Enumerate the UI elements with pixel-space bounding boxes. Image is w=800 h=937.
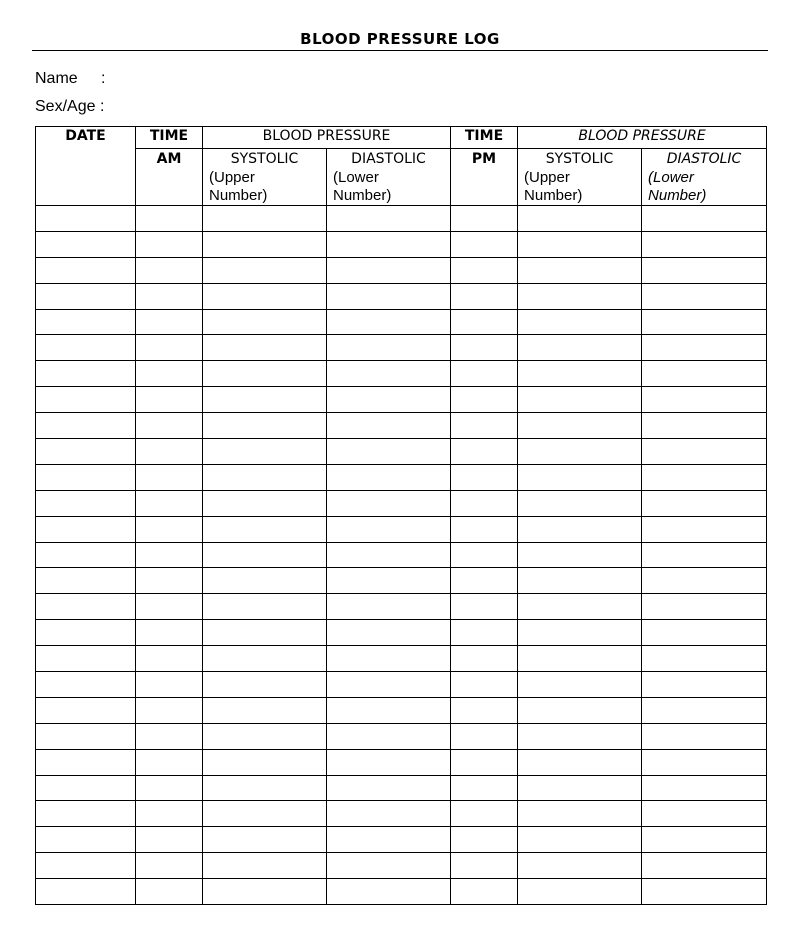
cell-diastolic-am[interactable] <box>327 853 451 879</box>
table-row <box>36 516 767 542</box>
cell-diastolic-pm[interactable] <box>642 464 767 490</box>
cell-time-am[interactable] <box>136 568 203 594</box>
cell-systolic-pm[interactable] <box>518 309 642 335</box>
cell-time-am[interactable] <box>136 257 203 283</box>
cell-time-pm[interactable] <box>451 568 518 594</box>
cell-systolic-am[interactable] <box>203 646 327 672</box>
cell-time-pm[interactable] <box>451 723 518 749</box>
cell-systolic-pm[interactable] <box>518 335 642 361</box>
cell-time-pm[interactable] <box>451 801 518 827</box>
cell-systolic-pm[interactable] <box>518 775 642 801</box>
cell-date[interactable] <box>36 775 136 801</box>
name-field[interactable] <box>35 70 106 88</box>
table-row <box>36 723 767 749</box>
cell-diastolic-am[interactable] <box>327 723 451 749</box>
cell-date[interactable] <box>36 646 136 672</box>
cell-time-am[interactable] <box>136 827 203 853</box>
cell-diastolic-pm[interactable] <box>642 490 767 516</box>
cell-time-pm[interactable] <box>451 464 518 490</box>
cell-systolic-am[interactable] <box>203 464 327 490</box>
table-row <box>36 749 767 775</box>
cell-date[interactable] <box>36 594 136 620</box>
cell-diastolic-am[interactable] <box>327 775 451 801</box>
header-diastolic-am: DIASTOLIC (Lower Number) <box>327 149 451 206</box>
table-row <box>36 335 767 361</box>
cell-systolic-pm[interactable] <box>518 413 642 439</box>
cell-systolic-pm[interactable] <box>518 723 642 749</box>
cell-time-pm[interactable] <box>451 697 518 723</box>
cell-diastolic-am[interactable] <box>327 594 451 620</box>
cell-systolic-pm[interactable] <box>518 387 642 413</box>
cell-systolic-am[interactable] <box>203 335 327 361</box>
cell-time-pm[interactable] <box>451 853 518 879</box>
cell-time-am[interactable] <box>136 231 203 257</box>
cell-systolic-am[interactable] <box>203 749 327 775</box>
cell-diastolic-am[interactable] <box>327 387 451 413</box>
cell-diastolic-am[interactable] <box>327 257 451 283</box>
cell-systolic-pm[interactable] <box>518 697 642 723</box>
cell-diastolic-am[interactable] <box>327 801 451 827</box>
cell-time-am[interactable] <box>136 464 203 490</box>
table-row <box>36 387 767 413</box>
header-diastolic-pm: DIASTOLIC (Lower Number) <box>642 149 767 206</box>
cell-time-am[interactable] <box>136 775 203 801</box>
cell-systolic-am[interactable] <box>203 231 327 257</box>
cell-time-am[interactable] <box>136 620 203 646</box>
cell-date[interactable] <box>36 827 136 853</box>
cell-date[interactable] <box>36 206 136 232</box>
cell-diastolic-pm[interactable] <box>642 413 767 439</box>
cell-diastolic-am[interactable] <box>327 879 451 905</box>
cell-diastolic-pm[interactable] <box>642 568 767 594</box>
cell-systolic-am[interactable] <box>203 801 327 827</box>
cell-date[interactable] <box>36 801 136 827</box>
cell-systolic-am[interactable] <box>203 827 327 853</box>
cell-time-pm[interactable] <box>451 542 518 568</box>
cell-diastolic-am[interactable] <box>327 439 451 465</box>
cell-date[interactable] <box>36 387 136 413</box>
cell-systolic-pm[interactable] <box>518 568 642 594</box>
cell-systolic-am[interactable] <box>203 723 327 749</box>
cell-systolic-pm[interactable] <box>518 594 642 620</box>
table-row <box>36 257 767 283</box>
cell-diastolic-pm[interactable] <box>642 335 767 361</box>
cell-systolic-pm[interactable] <box>518 516 642 542</box>
cell-time-am[interactable] <box>136 335 203 361</box>
cell-systolic-am[interactable] <box>203 257 327 283</box>
title-rule <box>32 50 768 51</box>
table-row <box>36 361 767 387</box>
cell-time-pm[interactable] <box>451 775 518 801</box>
sex-age-colon: : <box>100 98 105 115</box>
header-blood-pressure-am: BLOOD PRESSURE <box>203 127 451 149</box>
cell-systolic-pm[interactable] <box>518 827 642 853</box>
cell-diastolic-pm[interactable] <box>642 749 767 775</box>
cell-diastolic-am[interactable] <box>327 490 451 516</box>
cell-diastolic-am[interactable] <box>327 464 451 490</box>
cell-date[interactable] <box>36 853 136 879</box>
header-blood-pressure-pm: BLOOD PRESSURE <box>518 127 767 149</box>
cell-time-am[interactable] <box>136 646 203 672</box>
table-row <box>36 413 767 439</box>
cell-systolic-pm[interactable] <box>518 206 642 232</box>
cell-date[interactable] <box>36 542 136 568</box>
cell-diastolic-am[interactable] <box>327 361 451 387</box>
cell-time-pm[interactable] <box>451 361 518 387</box>
cell-diastolic-am[interactable] <box>327 413 451 439</box>
cell-diastolic-pm[interactable] <box>642 206 767 232</box>
table-row <box>36 594 767 620</box>
cell-time-pm[interactable] <box>451 620 518 646</box>
cell-date[interactable] <box>36 257 136 283</box>
cell-diastolic-am[interactable] <box>327 568 451 594</box>
cell-time-pm[interactable] <box>451 594 518 620</box>
cell-systolic-am[interactable] <box>203 775 327 801</box>
cell-date[interactable] <box>36 568 136 594</box>
cell-time-am[interactable] <box>136 516 203 542</box>
table-row <box>36 231 767 257</box>
cell-date[interactable] <box>36 697 136 723</box>
cell-systolic-am[interactable] <box>203 439 327 465</box>
cell-systolic-am[interactable] <box>203 672 327 698</box>
cell-diastolic-pm[interactable] <box>642 697 767 723</box>
cell-time-am[interactable] <box>136 387 203 413</box>
table-row <box>36 309 767 335</box>
cell-time-am[interactable] <box>136 361 203 387</box>
table-row <box>36 697 767 723</box>
cell-time-pm[interactable] <box>451 387 518 413</box>
sex-age-field[interactable] <box>35 98 105 116</box>
header-systolic-pm: SYSTOLIC (Upper Number) <box>518 149 642 206</box>
cell-systolic-am[interactable] <box>203 283 327 309</box>
cell-diastolic-am[interactable] <box>327 335 451 361</box>
table-row <box>36 801 767 827</box>
cell-time-am[interactable] <box>136 672 203 698</box>
cell-date[interactable] <box>36 464 136 490</box>
cell-date[interactable] <box>36 620 136 646</box>
cell-date[interactable] <box>36 283 136 309</box>
cell-time-pm[interactable] <box>451 283 518 309</box>
cell-diastolic-pm[interactable] <box>642 361 767 387</box>
cell-systolic-am[interactable] <box>203 568 327 594</box>
cell-time-am[interactable] <box>136 853 203 879</box>
cell-systolic-am[interactable] <box>203 361 327 387</box>
table-row <box>36 490 767 516</box>
cell-diastolic-pm[interactable] <box>642 672 767 698</box>
cell-systolic-pm[interactable] <box>518 620 642 646</box>
cell-diastolic-pm[interactable] <box>642 439 767 465</box>
cell-date[interactable] <box>36 413 136 439</box>
table-row <box>36 775 767 801</box>
blood-pressure-table <box>35 126 767 905</box>
cell-time-am[interactable] <box>136 206 203 232</box>
cell-diastolic-pm[interactable] <box>642 853 767 879</box>
cell-systolic-pm[interactable] <box>518 542 642 568</box>
cell-diastolic-am[interactable] <box>327 206 451 232</box>
cell-systolic-pm[interactable] <box>518 749 642 775</box>
cell-time-am[interactable] <box>136 723 203 749</box>
cell-diastolic-pm[interactable] <box>642 646 767 672</box>
cell-diastolic-pm[interactable] <box>642 387 767 413</box>
cell-diastolic-pm[interactable] <box>642 257 767 283</box>
cell-diastolic-pm[interactable] <box>642 516 767 542</box>
cell-diastolic-am[interactable] <box>327 827 451 853</box>
cell-diastolic-am[interactable] <box>327 620 451 646</box>
cell-diastolic-pm[interactable] <box>642 231 767 257</box>
cell-systolic-am[interactable] <box>203 490 327 516</box>
cell-systolic-pm[interactable] <box>518 464 642 490</box>
cell-systolic-am[interactable] <box>203 309 327 335</box>
cell-diastolic-am[interactable] <box>327 309 451 335</box>
cell-diastolic-am[interactable] <box>327 672 451 698</box>
cell-time-pm[interactable] <box>451 439 518 465</box>
cell-date[interactable] <box>36 516 136 542</box>
cell-systolic-am[interactable] <box>203 387 327 413</box>
cell-diastolic-pm[interactable] <box>642 309 767 335</box>
cell-time-pm[interactable] <box>451 413 518 439</box>
cell-time-am[interactable] <box>136 439 203 465</box>
cell-time-pm[interactable] <box>451 879 518 905</box>
table-row <box>36 283 767 309</box>
cell-date[interactable] <box>36 231 136 257</box>
cell-diastolic-pm[interactable] <box>642 879 767 905</box>
cell-systolic-am[interactable] <box>203 542 327 568</box>
cell-diastolic-pm[interactable] <box>642 827 767 853</box>
cell-time-am[interactable] <box>136 697 203 723</box>
cell-systolic-am[interactable] <box>203 516 327 542</box>
cell-time-pm[interactable] <box>451 827 518 853</box>
cell-systolic-pm[interactable] <box>518 439 642 465</box>
cell-date[interactable] <box>36 335 136 361</box>
cell-diastolic-am[interactable] <box>327 231 451 257</box>
cell-diastolic-am[interactable] <box>327 516 451 542</box>
cell-date[interactable] <box>36 879 136 905</box>
cell-time-pm[interactable] <box>451 231 518 257</box>
cell-diastolic-pm[interactable] <box>642 801 767 827</box>
cell-diastolic-pm[interactable] <box>642 542 767 568</box>
cell-systolic-pm[interactable] <box>518 646 642 672</box>
cell-systolic-pm[interactable] <box>518 231 642 257</box>
cell-systolic-am[interactable] <box>203 879 327 905</box>
cell-time-pm[interactable] <box>451 672 518 698</box>
cell-time-pm[interactable] <box>451 257 518 283</box>
table-row <box>36 646 767 672</box>
sex-age-label: Sex/Age <box>35 98 96 115</box>
cell-date[interactable] <box>36 749 136 775</box>
cell-time-am[interactable] <box>136 594 203 620</box>
cell-systolic-pm[interactable] <box>518 672 642 698</box>
cell-time-pm[interactable] <box>451 490 518 516</box>
cell-time-am[interactable] <box>136 309 203 335</box>
cell-diastolic-am[interactable] <box>327 283 451 309</box>
header-time-pm: TIME <box>451 127 518 149</box>
cell-time-pm[interactable] <box>451 749 518 775</box>
cell-time-pm[interactable] <box>451 309 518 335</box>
cell-systolic-pm[interactable] <box>518 283 642 309</box>
cell-time-pm[interactable] <box>451 335 518 361</box>
cell-systolic-pm[interactable] <box>518 853 642 879</box>
cell-time-pm[interactable] <box>451 646 518 672</box>
cell-systolic-pm[interactable] <box>518 801 642 827</box>
header-pm: PM <box>451 149 518 206</box>
table-row <box>36 542 767 568</box>
cell-diastolic-pm[interactable] <box>642 594 767 620</box>
table-row <box>36 620 767 646</box>
header-time-am: TIME <box>136 127 203 149</box>
cell-time-pm[interactable] <box>451 206 518 232</box>
table-row <box>36 672 767 698</box>
table-row <box>36 206 767 232</box>
cell-systolic-pm[interactable] <box>518 879 642 905</box>
cell-systolic-am[interactable] <box>203 620 327 646</box>
cell-date[interactable] <box>36 490 136 516</box>
cell-date[interactable] <box>36 672 136 698</box>
table-row <box>36 568 767 594</box>
table-row <box>36 827 767 853</box>
name-label: Name <box>35 70 78 87</box>
cell-systolic-am[interactable] <box>203 413 327 439</box>
cell-systolic-am[interactable] <box>203 206 327 232</box>
table-row <box>36 464 767 490</box>
table-row <box>36 439 767 465</box>
cell-time-am[interactable] <box>136 749 203 775</box>
cell-systolic-am[interactable] <box>203 697 327 723</box>
cell-diastolic-pm[interactable] <box>642 775 767 801</box>
cell-diastolic-pm[interactable] <box>642 283 767 309</box>
table-row <box>36 853 767 879</box>
cell-date[interactable] <box>36 723 136 749</box>
name-colon: : <box>101 70 106 87</box>
cell-time-pm[interactable] <box>451 516 518 542</box>
cell-systolic-pm[interactable] <box>518 490 642 516</box>
cell-systolic-am[interactable] <box>203 853 327 879</box>
cell-time-am[interactable] <box>136 413 203 439</box>
cell-diastolic-pm[interactable] <box>642 723 767 749</box>
table-row <box>36 879 767 905</box>
cell-date[interactable] <box>36 361 136 387</box>
cell-time-am[interactable] <box>136 801 203 827</box>
cell-date[interactable] <box>36 439 136 465</box>
cell-diastolic-am[interactable] <box>327 646 451 672</box>
cell-diastolic-pm[interactable] <box>642 620 767 646</box>
cell-systolic-pm[interactable] <box>518 257 642 283</box>
cell-diastolic-am[interactable] <box>327 749 451 775</box>
cell-diastolic-am[interactable] <box>327 542 451 568</box>
cell-time-am[interactable] <box>136 879 203 905</box>
header-date: DATE <box>36 127 136 206</box>
header-systolic-am: SYSTOLIC (Upper Number) <box>203 149 327 206</box>
cell-time-am[interactable] <box>136 542 203 568</box>
cell-systolic-am[interactable] <box>203 594 327 620</box>
page-title: BLOOD PRESSURE LOG <box>300 30 500 48</box>
cell-diastolic-am[interactable] <box>327 697 451 723</box>
cell-time-am[interactable] <box>136 283 203 309</box>
cell-systolic-pm[interactable] <box>518 361 642 387</box>
log-rows <box>36 206 767 905</box>
header-am: AM <box>136 149 203 206</box>
cell-time-am[interactable] <box>136 490 203 516</box>
cell-date[interactable] <box>36 309 136 335</box>
